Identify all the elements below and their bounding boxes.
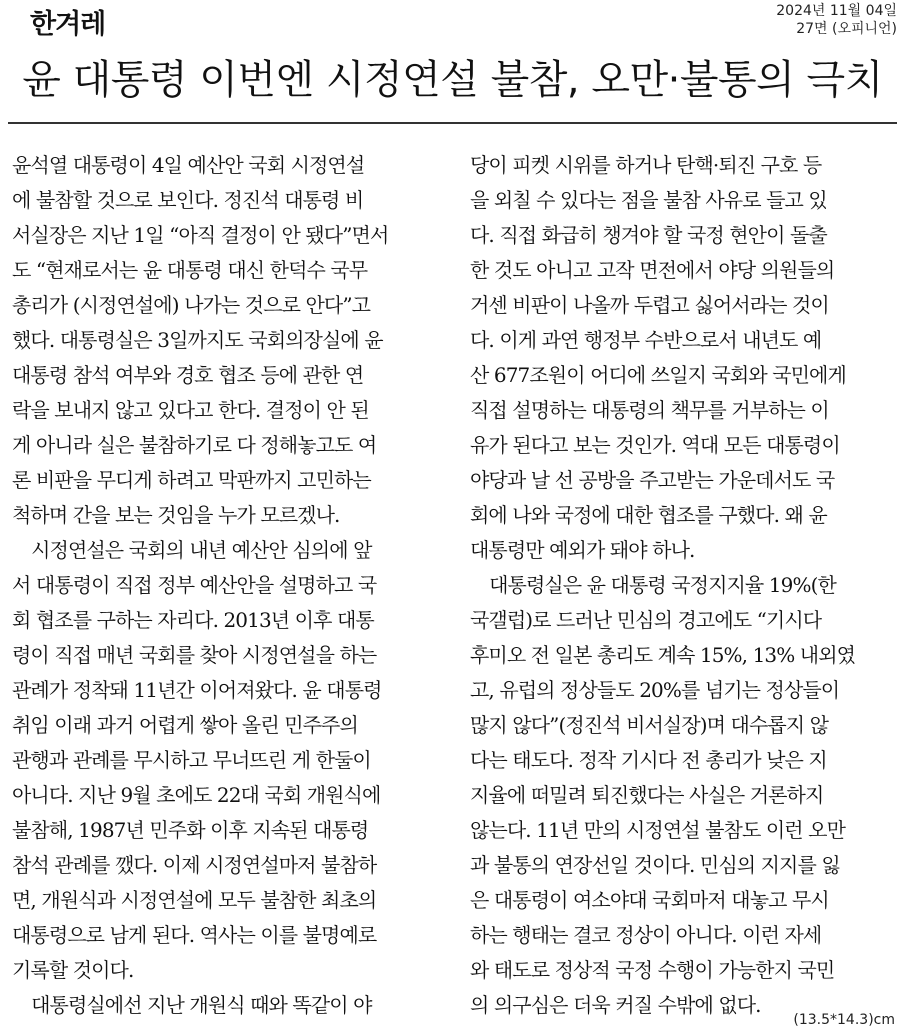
- article-text-line: 에 불참할 것으로 보인다. 정진석 대통령 비: [12, 188, 364, 212]
- article-text-line: 국갤럽)로 드러난 민심의 경고에도 “기시다: [470, 608, 822, 632]
- issue-date: 2024년 11월 04일: [776, 3, 897, 19]
- article-text-line: 않는다. 11년 만의 시정연설 불참도 이런 오만: [470, 818, 845, 842]
- article-text-line: 직접 설명하는 대통령의 책무를 거부하는 이: [470, 398, 829, 422]
- article-text-line: 회에 나와 국정에 대한 협조를 구했다. 왜 윤: [470, 503, 827, 527]
- article-left-column: [12, 148, 442, 1023]
- article-text-line: 서 대통령이 직접 정부 예산안을 설명하고 국: [12, 573, 377, 597]
- article-text-line: 취임 이래 과거 어렵게 쌓아 올린 민주주의: [12, 713, 358, 737]
- article-text-line: 후미오 전 일본 총리도 계속 15%, 13% 내외였: [470, 643, 856, 667]
- article-text-line: 기록할 것이다.: [12, 958, 134, 982]
- article-text-line: 척하며 간을 보는 것임을 누가 모르겠나.: [12, 503, 340, 527]
- article-text-line: 서실장은 지난 1일 “아직 결정이 안 됐다”면서: [12, 223, 389, 247]
- headline-divider: [8, 122, 897, 124]
- article-text-line: 관례가 정착돼 11년간 이어져왔다. 윤 대통령: [12, 678, 382, 702]
- article-text-line: 관행과 관례를 무시하고 무너뜨린 게 한둘이: [12, 748, 371, 772]
- article-text-line: 아니다. 지난 9월 초에도 22대 국회 개원식에: [12, 783, 381, 807]
- article-text-line: 하는 행태는 결코 정상이 아니다. 이런 자세: [470, 923, 822, 947]
- article-text-line: 참석 관례를 깼다. 이제 시정연설마저 불참하: [12, 853, 377, 877]
- article-text-line: 불참해, 1987년 민주화 이후 지속된 대통령: [12, 818, 369, 842]
- article-text-line: 대통령으로 남게 된다. 역사는 이를 불명예로: [12, 923, 377, 947]
- page-section: 27면 (오피니언): [796, 21, 897, 37]
- article-text-line: 고, 유럽의 정상들도 20%를 넘기는 정상들이: [470, 678, 840, 702]
- article-text-line: 와 태도로 정상적 국정 수행이 가능한지 국민: [470, 958, 835, 982]
- article-headline: 윤 대통령 이번엔 시정연설 불참, 오만·불통의 극치: [22, 57, 883, 103]
- article-text-line: 회 협조를 구하는 자리다. 2013년 이후 대통: [12, 608, 374, 632]
- article-text-line: 대통령실에선 지난 개원식 때와 똑같이 야: [12, 993, 372, 1017]
- article-text-line: 대통령만 예외가 돼야 하나.: [470, 538, 695, 562]
- article-text-line: 시정연설은 국회의 내년 예산안 심의에 앞: [12, 538, 372, 562]
- article-text-line: 유가 된다고 보는 것인가. 역대 모든 대통령이: [470, 433, 840, 457]
- issue-meta: [776, 2, 897, 38]
- article-text-line: 면, 개원식과 시정연설에 모두 불참한 최초의: [12, 888, 377, 912]
- newspaper-logo: 한겨레: [30, 9, 106, 40]
- article-text-line: 야당과 날 선 공방을 주고받는 가운데서도 국: [470, 468, 835, 492]
- article-text-line: 의 의구심은 더욱 커질 수밖에 없다.: [470, 993, 761, 1017]
- article-size-note: (13.5*14.3)cm: [793, 1012, 895, 1028]
- article-text-line: 을 외칠 수 있다는 점을 불참 사유로 들고 있: [470, 188, 827, 212]
- article-text-line: 다. 직접 화급히 챙겨야 할 국정 현안이 돌출: [470, 223, 827, 247]
- article-text-line: 은 대통령이 여소야대 국회마저 대놓고 무시: [470, 888, 829, 912]
- article-text-line: 도 “현재로서는 윤 대통령 대신 한덕수 국무: [12, 258, 368, 282]
- article-text-line: 당이 피켓 시위를 하거나 탄핵·퇴진 구호 등: [470, 153, 822, 177]
- article-text-line: 산 677조원이 어디에 쓰일지 국회와 국민에게: [470, 363, 846, 387]
- article-text-line: 한 것도 아니고 고작 면전에서 야당 의원들의: [470, 258, 835, 282]
- article-text-line: 다는 태도다. 정작 기시다 전 총리가 낮은 지: [470, 748, 827, 772]
- article-text-line: 다. 이게 과연 행정부 수반으로서 내년도 예: [470, 328, 822, 352]
- article-text-line: 윤석열 대통령이 4일 예산안 국회 시정연설: [12, 153, 365, 177]
- article-text-line: 론 비판을 무디게 하려고 막판까지 고민하는: [12, 468, 371, 492]
- article-text-line: 게 아니라 실은 불참하기로 다 정해놓고도 여: [12, 433, 377, 457]
- article-text-line: 락을 보내지 않고 있다고 한다. 결정이 안 된: [12, 398, 369, 422]
- article-text-line: 령이 직접 매년 국회를 찾아 시정연설을 하는: [12, 643, 377, 667]
- article-text-line: 대통령실은 윤 대통령 국정지지율 19%(한: [470, 573, 836, 597]
- article-text-line: 총리가 (시정연설에) 나가는 것으로 안다”고: [12, 293, 371, 317]
- article-text-line: 대통령 참석 여부와 경호 협조 등에 관한 연: [12, 363, 364, 387]
- article-text-line: 많지 않다”(정진석 비서실장)며 대수롭지 않: [470, 713, 829, 737]
- article-right-column: [470, 148, 896, 1023]
- article-text-line: 지율에 떠밀려 퇴진했다는 사실은 거론하지: [470, 783, 824, 807]
- article-text-line: 거센 비판이 나올까 두렵고 싫어서라는 것이: [470, 293, 829, 317]
- article-text-line: 했다. 대통령실은 3일까지도 국회의장실에 윤: [12, 328, 383, 352]
- article-text-line: 과 불통의 연장선일 것이다. 민심의 지지를 잃: [470, 853, 840, 877]
